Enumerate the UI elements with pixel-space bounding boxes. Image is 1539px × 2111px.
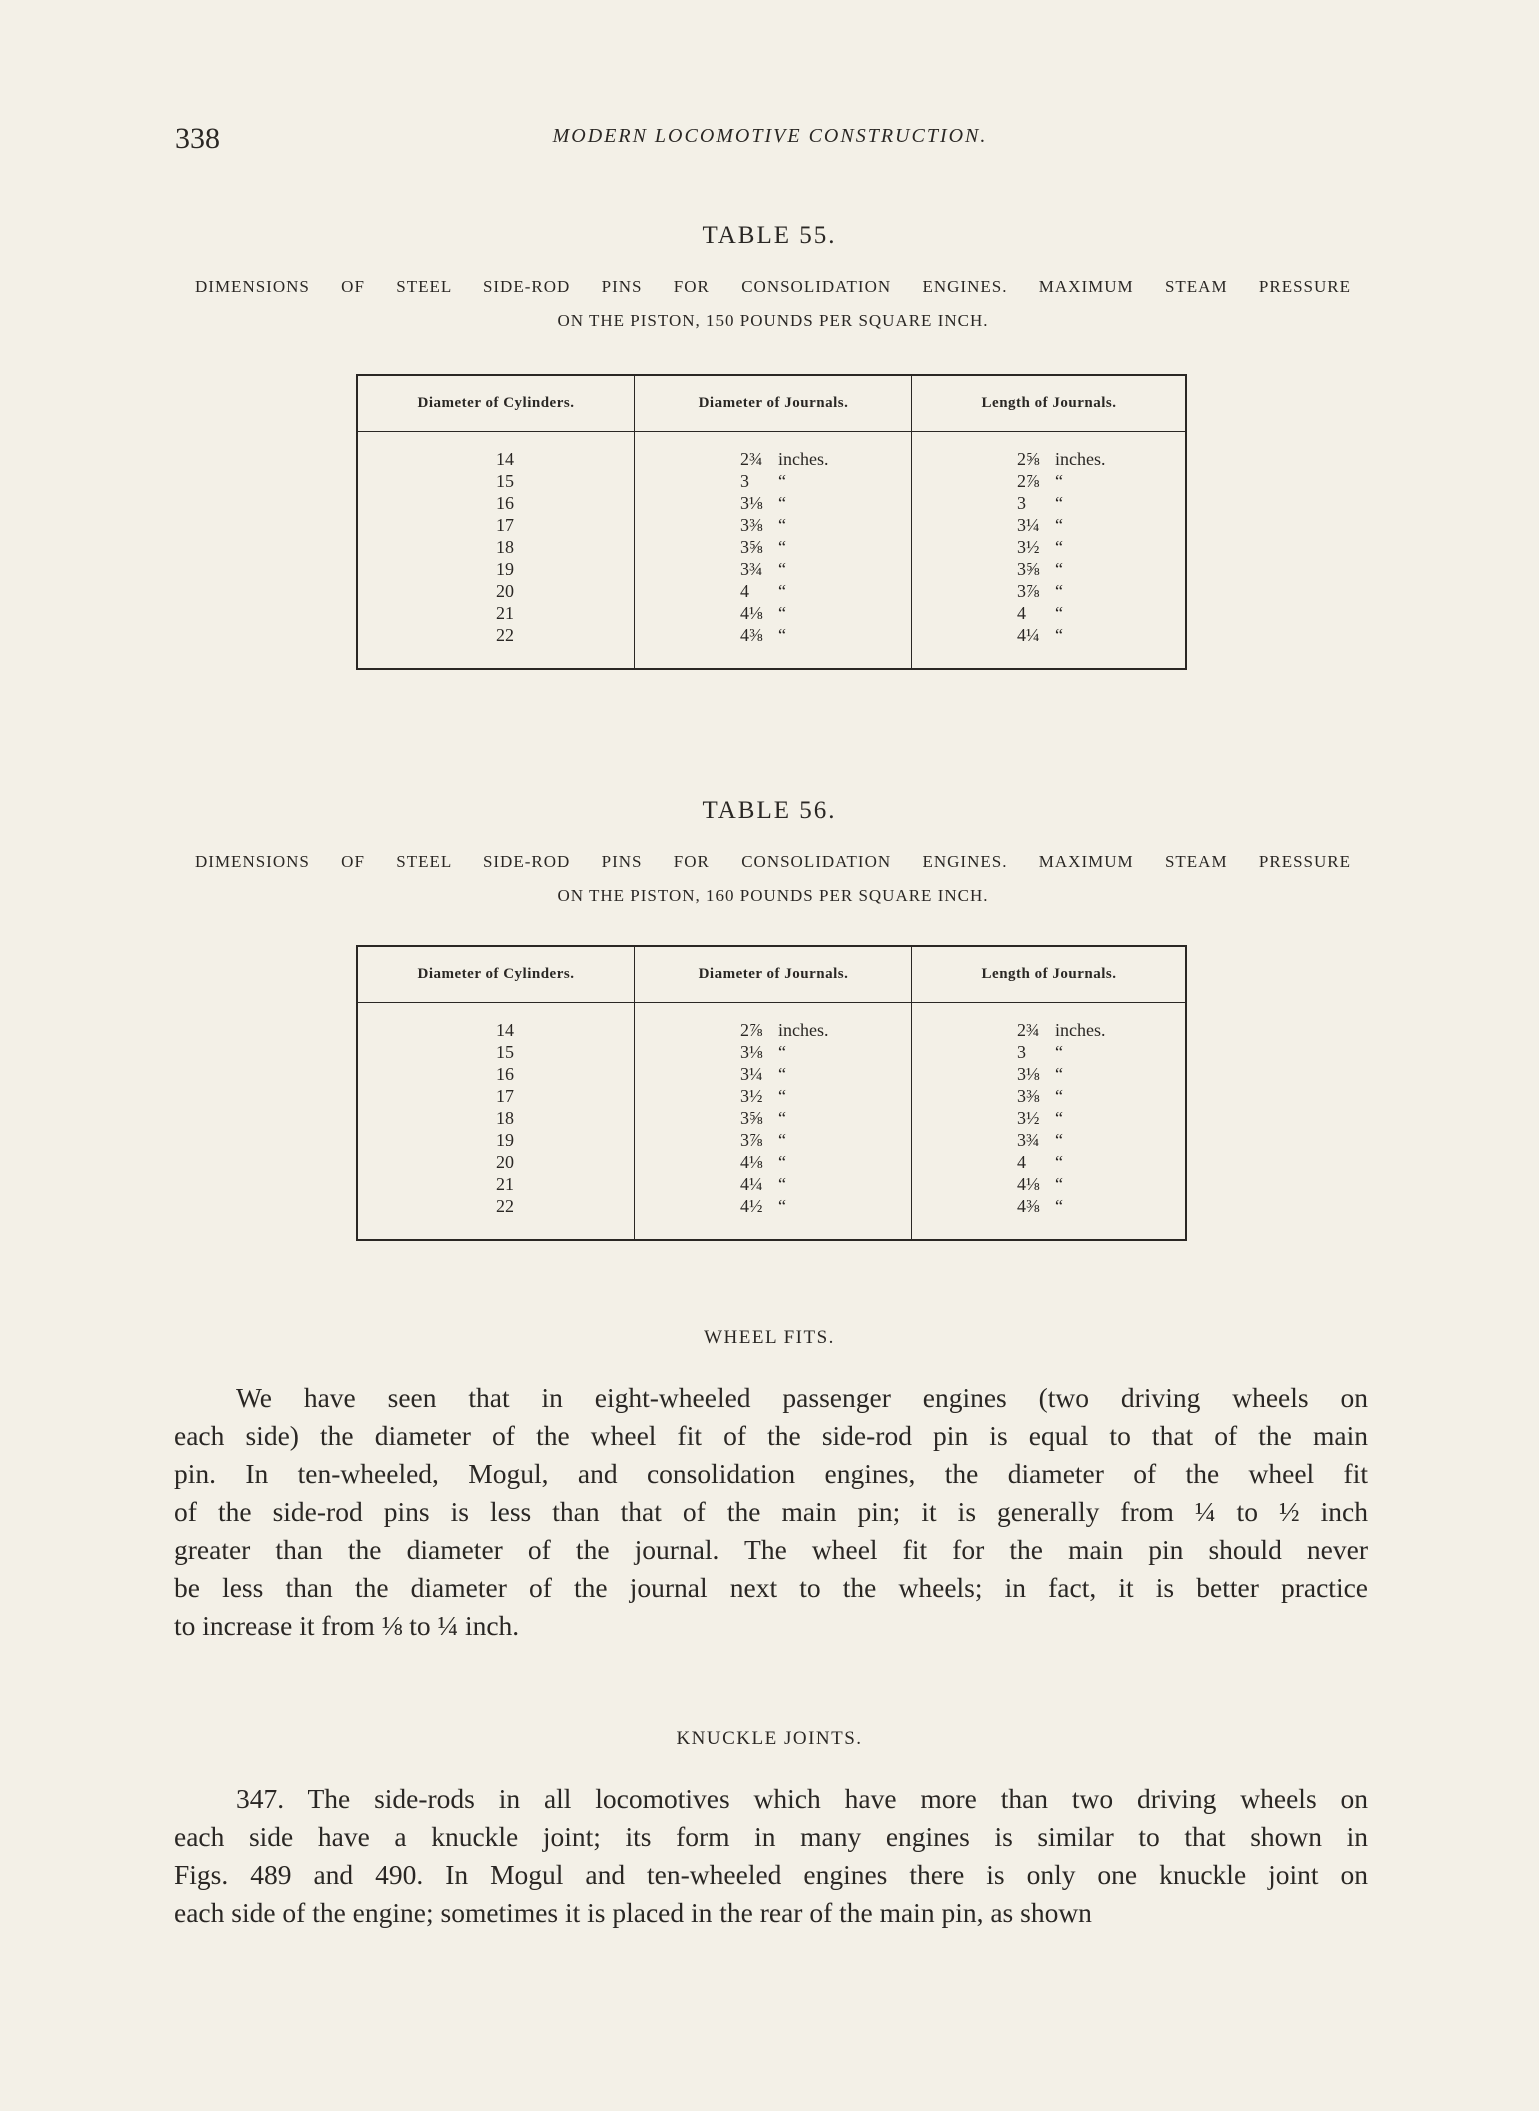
table-cell <box>912 602 1186 624</box>
column-body <box>635 448 912 646</box>
paragraph-line: be less than the diameter of the journal next to the wheels; in fact, it is better practice <box>174 1572 1368 1603</box>
table-56-caption-line-1: DIMENSIONS OF STEEL SIDE-ROD PINS FOR CONSOLIDATION ENGINES. MAXIMUM STEAM PRESSURE <box>195 852 1351 871</box>
table-cell <box>912 1085 1186 1107</box>
table-cell: 18 <box>496 537 514 557</box>
table-cell <box>912 558 1186 580</box>
ditto-mark: “ <box>778 1130 786 1150</box>
ditto-mark: “ <box>778 625 786 645</box>
page-number: 338 <box>175 122 220 155</box>
column-header: Diameter of Cylinders. <box>358 947 634 1003</box>
cell-unit: inches. <box>778 1020 829 1040</box>
ditto-mark: “ <box>1055 581 1063 601</box>
table-cell: 22 <box>496 625 514 645</box>
table-cell: 21 <box>496 1174 514 1194</box>
cell-value: 3¾ <box>1017 1130 1040 1150</box>
column-header: Length of Journals. <box>912 376 1186 432</box>
column-header: Length of Journals. <box>912 947 1186 1003</box>
ditto-mark: “ <box>1055 1174 1063 1194</box>
table-cell: 15 <box>496 471 514 491</box>
paragraph-line: of the side-rod pins is less than that of the main pin; it is generally from ¼ to ½ inch <box>174 1496 1368 1527</box>
ditto-mark: “ <box>778 581 786 601</box>
table-55-title: TABLE 55. <box>702 222 837 249</box>
table-cell <box>635 536 912 558</box>
table-column <box>911 947 1186 1239</box>
table-cell <box>912 492 1186 514</box>
cell-value: 4⅛ <box>740 603 763 623</box>
knuckle-joints-paragraph <box>174 1780 1368 1932</box>
table-cell <box>912 1107 1186 1129</box>
table-cell: 21 <box>496 603 514 623</box>
paragraph-line: each side have a knuckle joint; its form in many engines is similar to that shown in <box>174 1821 1368 1852</box>
cell-value: 4 <box>1017 1152 1026 1172</box>
cell-value: 4¼ <box>1017 625 1040 645</box>
table-cell <box>912 470 1186 492</box>
table-cell <box>635 1195 912 1217</box>
cell-value: 4⅛ <box>1017 1174 1040 1194</box>
table-cell: 16 <box>496 1064 514 1084</box>
ditto-mark: “ <box>1055 625 1063 645</box>
cell-value: 3⅜ <box>740 515 763 535</box>
cell-unit: inches. <box>1055 449 1106 469</box>
table-cell <box>635 602 912 624</box>
column-header: Diameter of Journals. <box>635 376 912 432</box>
table-cell: 16 <box>496 493 514 513</box>
table-cell <box>912 1173 1186 1195</box>
table-55-caption <box>195 270 1351 338</box>
ditto-mark: “ <box>778 603 786 623</box>
table-column <box>911 376 1186 668</box>
table-cell <box>912 1151 1186 1173</box>
table-cell <box>635 1173 912 1195</box>
cell-value: 3⅝ <box>1017 559 1040 579</box>
table-cell <box>635 1019 912 1041</box>
column-header: Diameter of Cylinders. <box>358 376 634 432</box>
cell-value: 4 <box>740 581 749 601</box>
cell-value: 3⅛ <box>1017 1064 1040 1084</box>
table-cell <box>912 536 1186 558</box>
cell-value: 4⅛ <box>740 1152 763 1172</box>
table-cell: 18 <box>496 1108 514 1128</box>
table-cell: 20 <box>496 581 514 601</box>
column-body <box>912 448 1186 646</box>
paragraph-line: Figs. 489 and 490. In Mogul and ten-wheeled engines there is only one knuckle joint on <box>174 1859 1368 1890</box>
wheel-fits-paragraph <box>174 1379 1368 1645</box>
ditto-mark: “ <box>778 1086 786 1106</box>
table-56-title: TABLE 56. <box>702 797 837 824</box>
ditto-mark: “ <box>778 1108 786 1128</box>
knuckle-joints-heading: KNUCKLE JOINTS. <box>676 1728 863 1749</box>
cell-value: 2⅞ <box>1017 471 1040 491</box>
ditto-mark: “ <box>1055 493 1063 513</box>
cell-value: 4 <box>1017 603 1026 623</box>
cell-value: 2⅝ <box>1017 449 1040 469</box>
ditto-mark: “ <box>778 559 786 579</box>
table-cell <box>635 1129 912 1151</box>
table-55-caption-line-1: DIMENSIONS OF STEEL SIDE-ROD PINS FOR CONSOLIDATION ENGINES. MAXIMUM STEAM PRESSURE <box>195 277 1351 296</box>
cell-value: 2⅞ <box>740 1020 763 1040</box>
table-column <box>358 947 634 1239</box>
cell-value: 2¾ <box>740 449 763 469</box>
table-cell <box>635 580 912 602</box>
table-55-caption-line-2: ON THE PISTON, 150 POUNDS PER SQUARE INCH. <box>557 311 989 330</box>
paragraph-line: each side of the engine; sometimes it is placed in the rear of the main pin, as shown <box>174 1897 1092 1928</box>
table-cell <box>912 448 1186 470</box>
column-body <box>358 1019 634 1217</box>
cell-value: 3 <box>1017 1042 1026 1062</box>
table-cell <box>635 1063 912 1085</box>
table-cell <box>635 558 912 580</box>
paragraph-line: greater than the diameter of the journal. The wheel fit for the main pin should never <box>174 1534 1368 1565</box>
table-cell <box>635 1085 912 1107</box>
table-56 <box>356 945 1187 1241</box>
ditto-mark: “ <box>1055 603 1063 623</box>
table-cell <box>912 1195 1186 1217</box>
table-56-caption <box>195 845 1351 913</box>
cell-value: 4½ <box>740 1196 763 1216</box>
ditto-mark: “ <box>778 1152 786 1172</box>
cell-unit: inches. <box>1055 1020 1106 1040</box>
table-cell <box>635 1107 912 1129</box>
ditto-mark: “ <box>778 1042 786 1062</box>
paragraph-line: to increase it from ⅛ to ¼ inch. <box>174 1610 520 1641</box>
table-cell <box>635 1151 912 1173</box>
running-head <box>175 122 1365 162</box>
paragraph-line: pin. In ten-wheeled, Mogul, and consolidation engines, the diameter of the wheel fit <box>174 1458 1368 1489</box>
cell-value: 4¼ <box>740 1174 763 1194</box>
paragraph-line: We have seen that in eight-wheeled passenger engines (two driving wheels on <box>236 1382 1368 1413</box>
table-cell <box>635 448 912 470</box>
cell-value: 3⅛ <box>740 493 763 513</box>
table-cell <box>635 492 912 514</box>
ditto-mark: “ <box>1055 515 1063 535</box>
paragraph-line: 347. The side-rods in all locomotives which have more than two driving wheels on <box>236 1783 1368 1814</box>
cell-value: 4⅜ <box>1017 1196 1040 1216</box>
table-column <box>358 376 634 668</box>
ditto-mark: “ <box>1055 1042 1063 1062</box>
ditto-mark: “ <box>1055 1152 1063 1172</box>
cell-value: 3¾ <box>740 559 763 579</box>
table-cell: 14 <box>496 1020 514 1040</box>
ditto-mark: “ <box>1055 1196 1063 1216</box>
column-header: Diameter of Journals. <box>635 947 912 1003</box>
ditto-mark: “ <box>778 1064 786 1084</box>
cell-value: 2¾ <box>1017 1020 1040 1040</box>
column-body <box>912 1019 1186 1217</box>
table-cell: 20 <box>496 1152 514 1172</box>
table-cell: 19 <box>496 1130 514 1150</box>
cell-value: 3⅞ <box>1017 581 1040 601</box>
cell-value: 3½ <box>1017 1108 1040 1128</box>
table-cell <box>635 514 912 536</box>
table-column <box>634 947 912 1239</box>
table-column <box>634 376 912 668</box>
cell-value: 3⅝ <box>740 1108 763 1128</box>
table-cell <box>912 514 1186 536</box>
ditto-mark: “ <box>778 537 786 557</box>
ditto-mark: “ <box>1055 1064 1063 1084</box>
ditto-mark: “ <box>1055 1130 1063 1150</box>
table-cell <box>912 1019 1186 1041</box>
ditto-mark: “ <box>778 1174 786 1194</box>
table-cell: 17 <box>496 515 514 535</box>
cell-value: 4⅜ <box>740 625 763 645</box>
ditto-mark: “ <box>1055 1108 1063 1128</box>
cell-value: 3⅛ <box>740 1042 763 1062</box>
table-cell: 22 <box>496 1196 514 1216</box>
cell-value: 3¼ <box>1017 515 1040 535</box>
table-cell <box>912 1129 1186 1151</box>
ditto-mark: “ <box>1055 1086 1063 1106</box>
table-cell: 19 <box>496 559 514 579</box>
running-title: MODERN LOCOMOTIVE CONSTRUCTION. <box>552 125 988 147</box>
cell-value: 3 <box>740 471 749 491</box>
table-cell <box>912 1063 1186 1085</box>
cell-value: 3½ <box>740 1086 763 1106</box>
ditto-mark: “ <box>1055 537 1063 557</box>
cell-unit: inches. <box>778 449 829 469</box>
cell-value: 3⅝ <box>740 537 763 557</box>
column-body <box>358 448 634 646</box>
table-cell <box>635 1041 912 1063</box>
table-cell: 17 <box>496 1086 514 1106</box>
ditto-mark: “ <box>1055 471 1063 491</box>
table-cell <box>635 624 912 646</box>
table-cell: 14 <box>496 449 514 469</box>
column-body <box>635 1019 912 1217</box>
cell-value: 3⅞ <box>740 1130 763 1150</box>
paragraph-line: each side) the diameter of the wheel fit of the side-rod pin is equal to that of the main <box>174 1420 1368 1451</box>
cell-value: 3 <box>1017 493 1026 513</box>
wheel-fits-heading: WHEEL FITS. <box>704 1327 835 1348</box>
table-cell <box>912 580 1186 602</box>
ditto-mark: “ <box>778 515 786 535</box>
ditto-mark: “ <box>778 1196 786 1216</box>
table-56-caption-line-2: ON THE PISTON, 160 POUNDS PER SQUARE INCH. <box>557 886 989 905</box>
cell-value: 3⅜ <box>1017 1086 1040 1106</box>
table-cell <box>635 470 912 492</box>
ditto-mark: “ <box>778 471 786 491</box>
cell-value: 3¼ <box>740 1064 763 1084</box>
table-cell <box>912 624 1186 646</box>
ditto-mark: “ <box>778 493 786 513</box>
table-55 <box>356 374 1187 670</box>
table-cell: 15 <box>496 1042 514 1062</box>
table-cell <box>912 1041 1186 1063</box>
ditto-mark: “ <box>1055 559 1063 579</box>
cell-value: 3½ <box>1017 537 1040 557</box>
